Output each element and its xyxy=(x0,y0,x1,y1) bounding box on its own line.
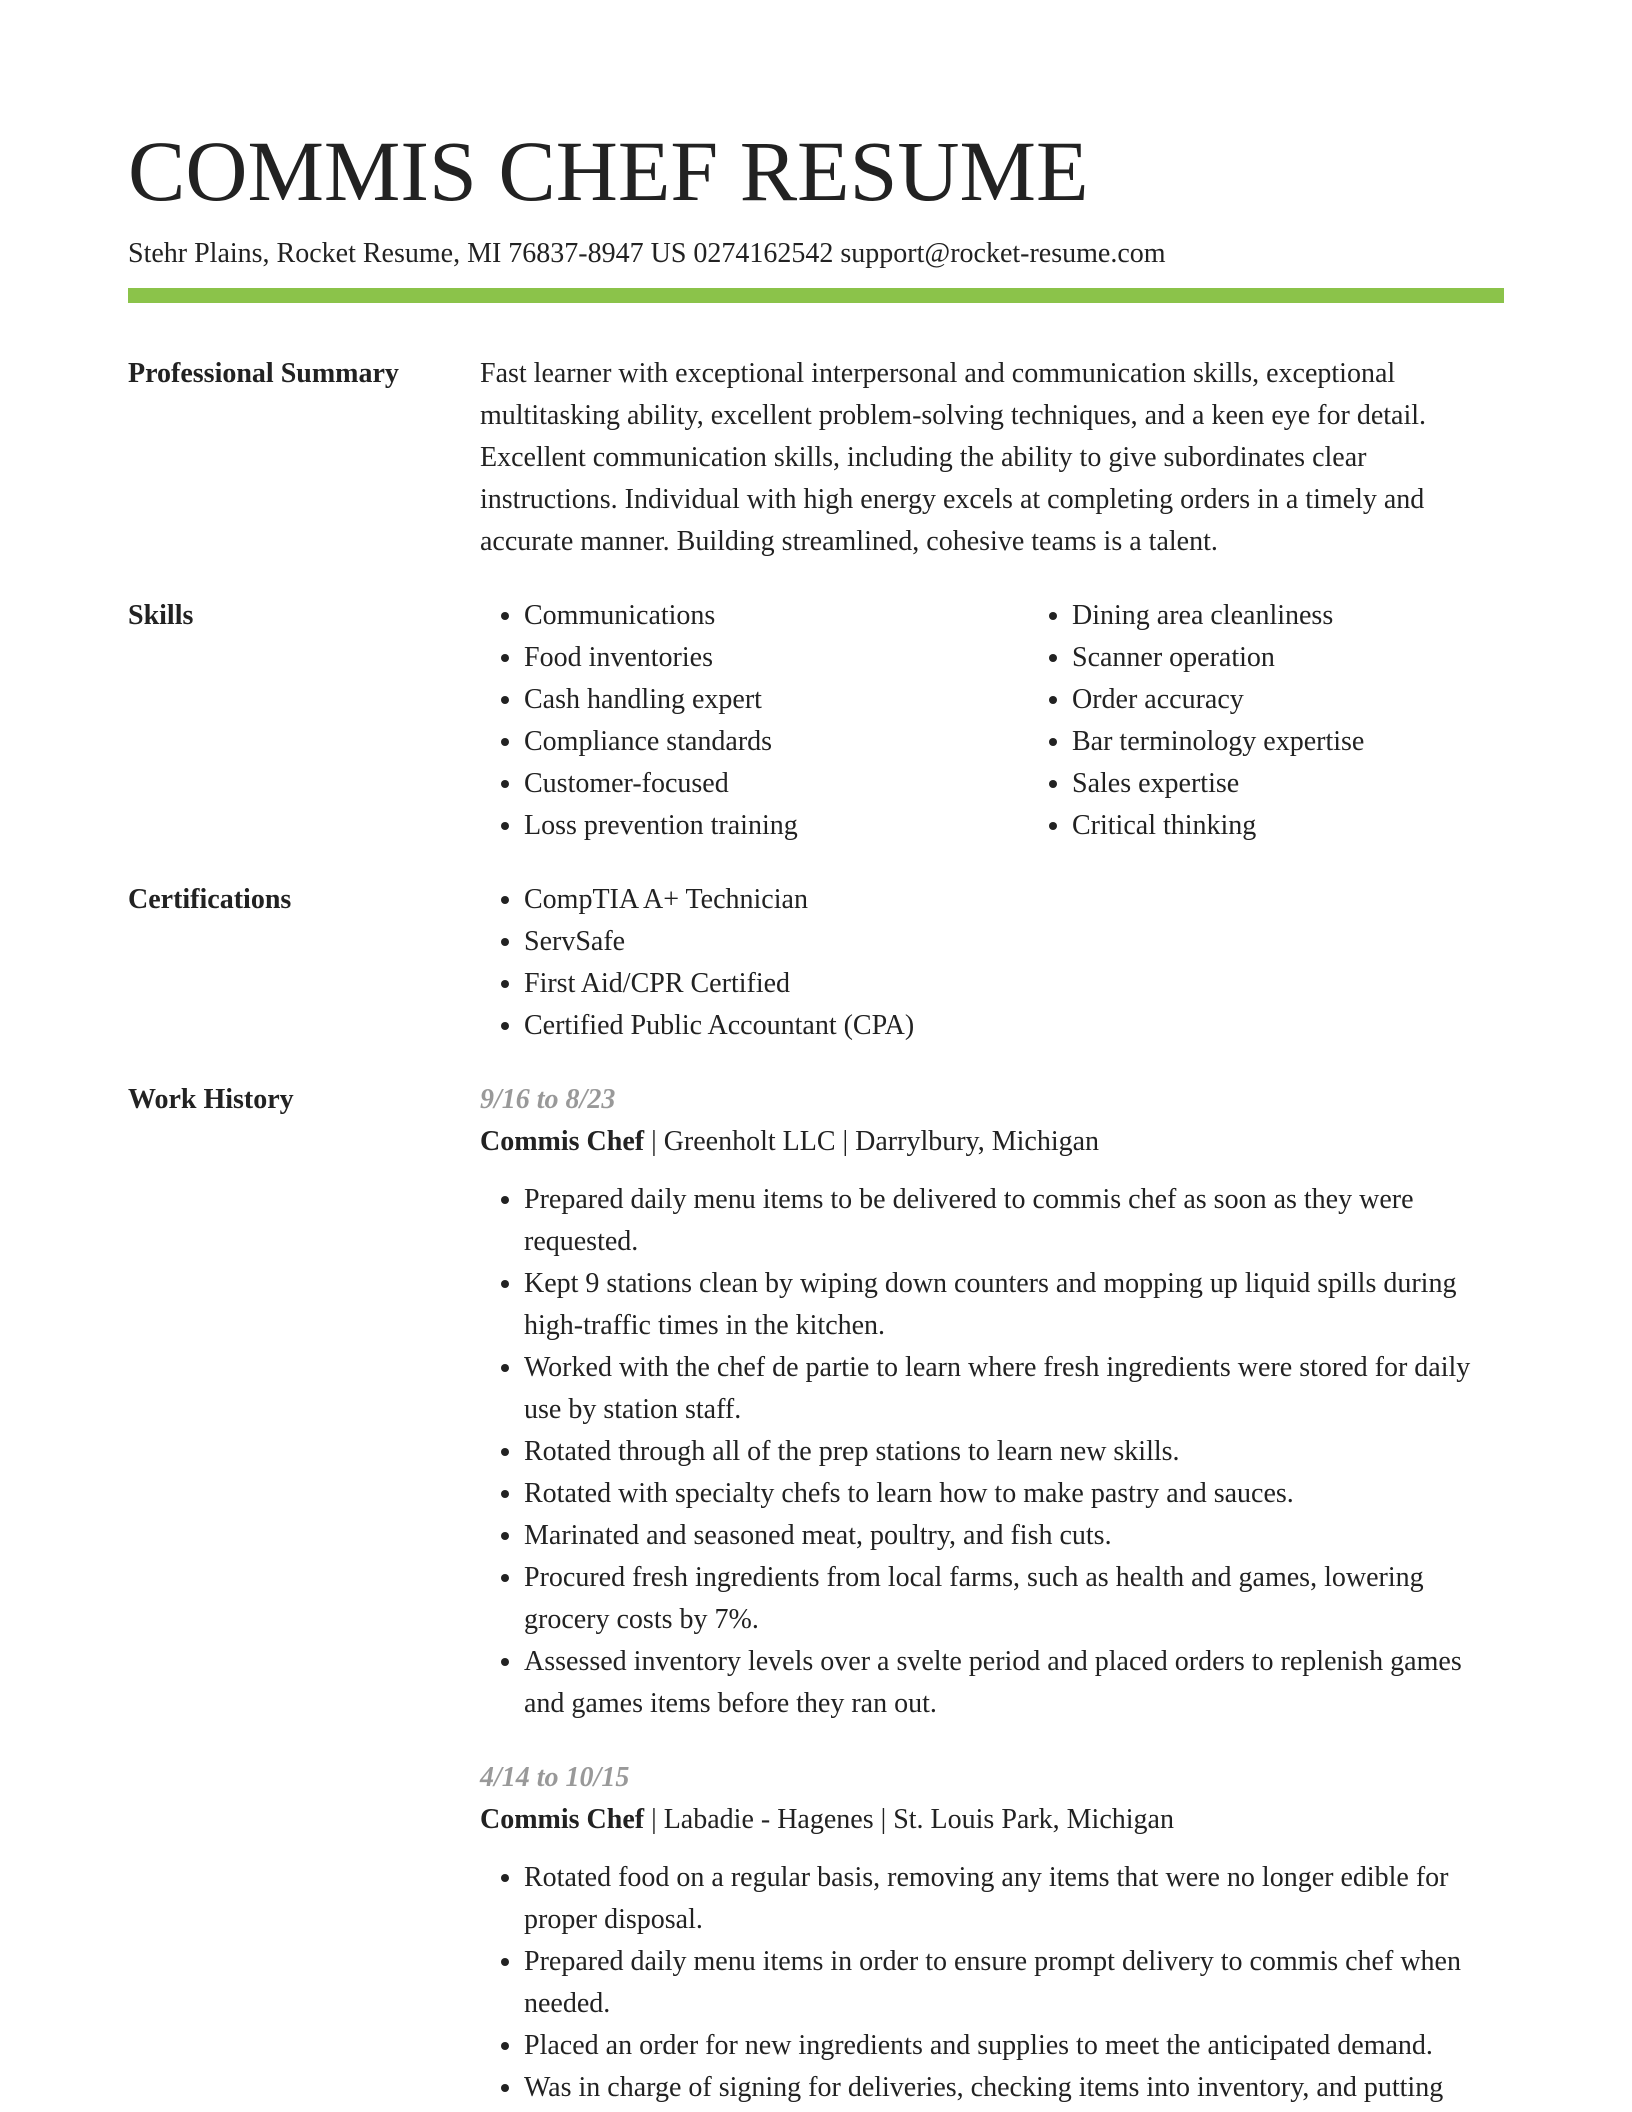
resume-title: COMMIS CHEF RESUME xyxy=(128,123,1089,219)
skills-list-right xyxy=(1028,595,1576,847)
resume-page xyxy=(128,118,1504,2109)
skill-item: • Communications xyxy=(524,595,1028,637)
professional-summary-section xyxy=(128,353,1504,563)
job-bullet: • Rotated through all of the prep stations to learn new skills. xyxy=(524,1431,1504,1473)
skill-item: • Loss prevention training xyxy=(524,805,1028,847)
skills-list-left xyxy=(480,595,1028,847)
job-bullet: • Marinated and seasoned meat, poultry, and fish cuts. xyxy=(524,1515,1504,1557)
skill-item: • Dining area cleanliness xyxy=(1072,595,1576,637)
certification-item: • CompTIA A+ Technician xyxy=(524,879,1504,921)
job-bullet: • Prepared daily menu items to be delivered to commis chef as soon as they were requested. xyxy=(524,1179,1504,1263)
certification-item: • ServSafe xyxy=(524,921,1504,963)
job-bullet: • Prepared daily menu items in order to ensure prompt delivery to commis chef when needed. xyxy=(524,1941,1504,2025)
section-heading: Professional Summary xyxy=(128,358,399,389)
job-dates: 9/16 to 8/23 xyxy=(480,1084,616,1115)
skill-item: • Order accuracy xyxy=(1072,679,1576,721)
job-bullet: • Placed an order for new ingredients and supplies to meet the anticipated demand. xyxy=(524,2025,1504,2067)
job-bullets xyxy=(480,1179,1504,1725)
certification-item: • Certified Public Accountant (CPA) xyxy=(524,1005,1504,1047)
job-bullet: • Rotated with specialty chefs to learn how to make pastry and sauces. xyxy=(524,1473,1504,1515)
job-heading xyxy=(480,1799,1504,1841)
job-heading xyxy=(480,1121,1504,1163)
skill-item: • Cash handling expert xyxy=(524,679,1028,721)
skill-item: • Scanner operation xyxy=(1072,637,1576,679)
skill-item: • Sales expertise xyxy=(1072,763,1576,805)
job-employer-location: | Labadie - Hagenes | St. Louis Park, Michigan xyxy=(644,1804,1174,1835)
job-title: Commis Chef xyxy=(480,1804,645,1835)
job-bullet: • Was in charge of signing for deliveries, checking items into inventory, and putting xyxy=(524,2067,1504,2109)
job-entry xyxy=(480,1079,1504,1725)
section-heading: Skills xyxy=(128,600,194,631)
job-dates: 4/14 to 10/15 xyxy=(480,1762,630,1793)
job-bullet: • Kept 9 stations clean by wiping down counters and mopping up liquid spills during high-traffic times in the kitchen. xyxy=(524,1263,1504,1347)
certification-item: • First Aid/CPR Certified xyxy=(524,963,1504,1005)
skills-columns xyxy=(480,595,1576,847)
job-bullet: • Rotated food on a regular basis, removing any items that were no longer edible for proper disposal. xyxy=(524,1857,1504,1941)
header-divider xyxy=(128,288,1504,303)
skill-item: • Bar terminology expertise xyxy=(1072,721,1576,763)
skills-section xyxy=(128,595,1504,847)
section-heading: Work History xyxy=(128,1084,294,1115)
certifications-list xyxy=(480,879,1504,1047)
job-employer-location: | Greenholt LLC | Darrylbury, Michigan xyxy=(644,1126,1100,1157)
skill-item: • Food inventories xyxy=(524,637,1028,679)
skill-item: • Critical thinking xyxy=(1072,805,1576,847)
job-bullet: • Procured fresh ingredients from local farms, such as health and games, lowering grocery costs by 7%. xyxy=(524,1557,1504,1641)
skill-item: • Compliance standards xyxy=(524,721,1028,763)
contact-line: Stehr Plains, Rocket Resume, MI 76837-8947 US 0274162542 support@rocket-resume.com xyxy=(128,238,1166,269)
certifications-section xyxy=(128,879,1504,1047)
work-history-section xyxy=(128,1079,1504,2109)
summary-text: Fast learner with exceptional interpersonal and communication skills, exceptional multitasking ability, excellent problem-solving techniques, and a keen eye for detail. Excellent communication skills, including the ability to give subordinates clear instructions. Individual with high energy excels at completing orders in a timely and accurate manner. Building streamlined, cohesive teams is a talent. xyxy=(480,358,1427,557)
skill-item: • Customer-focused xyxy=(524,763,1028,805)
job-bullets xyxy=(480,1857,1504,2109)
job-title: Commis Chef xyxy=(480,1126,645,1157)
job-bullet: • Assessed inventory levels over a svelte period and placed orders to replenish games and games items before they ran out. xyxy=(524,1641,1504,1725)
job-entry xyxy=(480,1757,1504,2109)
job-bullet: • Worked with the chef de partie to learn where fresh ingredients were stored for daily use by station staff. xyxy=(524,1347,1504,1431)
section-heading: Certifications xyxy=(128,884,292,915)
